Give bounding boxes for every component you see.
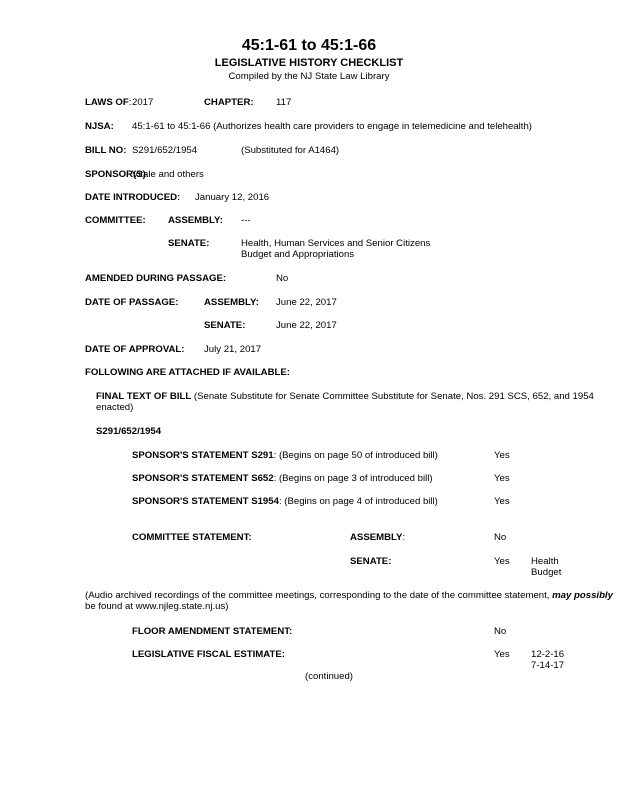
fiscal-estimate-label: LEGISLATIVE FISCAL ESTIMATE: <box>132 649 285 660</box>
passage-assembly-value: June 22, 2017 <box>276 297 337 308</box>
committee-statement-senate-label: SENATE: <box>350 556 392 567</box>
fiscal-estimate-date-1: 12-2-16 <box>531 649 565 660</box>
floor-amendment-value: No <box>494 626 507 637</box>
sponsor-statement-s652-value: Yes <box>494 473 510 484</box>
date-of-approval-value: July 21, 2017 <box>204 344 262 355</box>
sponsor-statement-s291-value: Yes <box>494 450 510 461</box>
audio-note-line-1: (Audio archived recordings of the committee meetings, corresponding to the date of the committee statement, may possibly <box>85 590 613 601</box>
chapter-label: CHAPTER: <box>204 97 254 108</box>
bill-no-value: S291/652/1954 <box>132 145 198 156</box>
committee-assembly-value: --- <box>241 215 251 226</box>
committee-senate-value-1: Health, Human Services and Senior Citizens <box>241 238 431 249</box>
audio-note-line-2: be found at www.njleg.state.nj.us) <box>85 601 229 612</box>
bill-ref: S291/652/1954 <box>96 426 162 437</box>
committee-assembly-label: ASSEMBLY: <box>168 215 223 226</box>
committee-senate-label: SENATE: <box>168 238 210 249</box>
date-of-passage-label: DATE OF PASSAGE: <box>85 297 179 308</box>
sponsor-label: SPONSOR(S) <box>85 169 146 180</box>
committee-statement-assembly-value: No <box>494 532 507 543</box>
date-introduced-label: DATE INTRODUCED: <box>85 192 181 203</box>
final-text-desc-2: enacted) <box>96 402 134 413</box>
fiscal-estimate-value: Yes <box>494 649 510 660</box>
laws-of-year: 2017 <box>132 97 154 108</box>
sponsor-value: Vitale and others <box>132 169 204 180</box>
amended-label: AMENDED DURING PASSAGE: <box>85 273 227 284</box>
sponsor-statement-s652: SPONSOR'S STATEMENT S652: (Begins on page 3 of introduced bill) <box>132 473 433 484</box>
chapter-value: 117 <box>276 97 292 108</box>
page-title: 45:1-61 to 45:1-66 <box>241 37 377 54</box>
bill-no-label: BILL NO: <box>85 145 127 156</box>
laws-of-label: LAWS OF: <box>85 97 132 108</box>
date-introduced-value: January 12, 2016 <box>195 192 270 203</box>
bill-substituted: (Substituted for A1464) <box>241 145 340 156</box>
amended-value: No <box>276 273 289 284</box>
committee-statement-assembly: ASSEMBLY: <box>350 532 406 543</box>
date-of-approval-label: DATE OF APPROVAL: <box>85 344 185 355</box>
floor-amendment-label: FLOOR AMENDMENT STATEMENT: <box>132 626 293 637</box>
committee-statement-note-budget: Budget <box>531 567 562 578</box>
final-text <box>96 391 594 402</box>
committee-statement-label: COMMITTEE STATEMENT: <box>132 532 252 543</box>
committee-statement-senate-value: Yes <box>494 556 510 567</box>
committee-statement-note-health: Health <box>531 556 559 567</box>
committee-label: COMMITTEE: <box>85 215 146 226</box>
njsa-value: 45:1-61 to 45:1-66 (Authorizes health care providers to engage in telemedicine and telehealth) <box>132 121 532 132</box>
following-label: FOLLOWING ARE ATTACHED IF AVAILABLE: <box>85 367 290 378</box>
final-text-desc: (Senate Substitute for Senate Committee Substitute for Senate, Nos. 291 SCS, 652, and 1954 <box>191 391 594 402</box>
fiscal-estimate-date-2: 7-14-17 <box>531 660 565 671</box>
compiled-by: Compiled by the NJ State Law Library <box>228 71 390 82</box>
sponsor-statement-s1954: SPONSOR'S STATEMENT S1954: (Begins on page 4 of introduced bill) <box>132 496 438 507</box>
passage-assembly-label: ASSEMBLY: <box>204 297 259 308</box>
sponsor-statement-s291: SPONSOR'S STATEMENT S291: (Begins on page 50 of introduced bill) <box>132 450 438 461</box>
final-text-label: FINAL TEXT OF BILL <box>96 391 192 402</box>
passage-senate-label: SENATE: <box>204 320 246 331</box>
page-subtitle: LEGISLATIVE HISTORY CHECKLIST <box>214 57 404 69</box>
committee-senate-value-2: Budget and Appropriations <box>241 249 355 260</box>
continued-note: (continued) <box>305 671 353 682</box>
passage-senate-value: June 22, 2017 <box>276 320 337 331</box>
njsa-label: NJSA: <box>85 121 114 132</box>
sponsor-statement-s1954-value: Yes <box>494 496 510 507</box>
